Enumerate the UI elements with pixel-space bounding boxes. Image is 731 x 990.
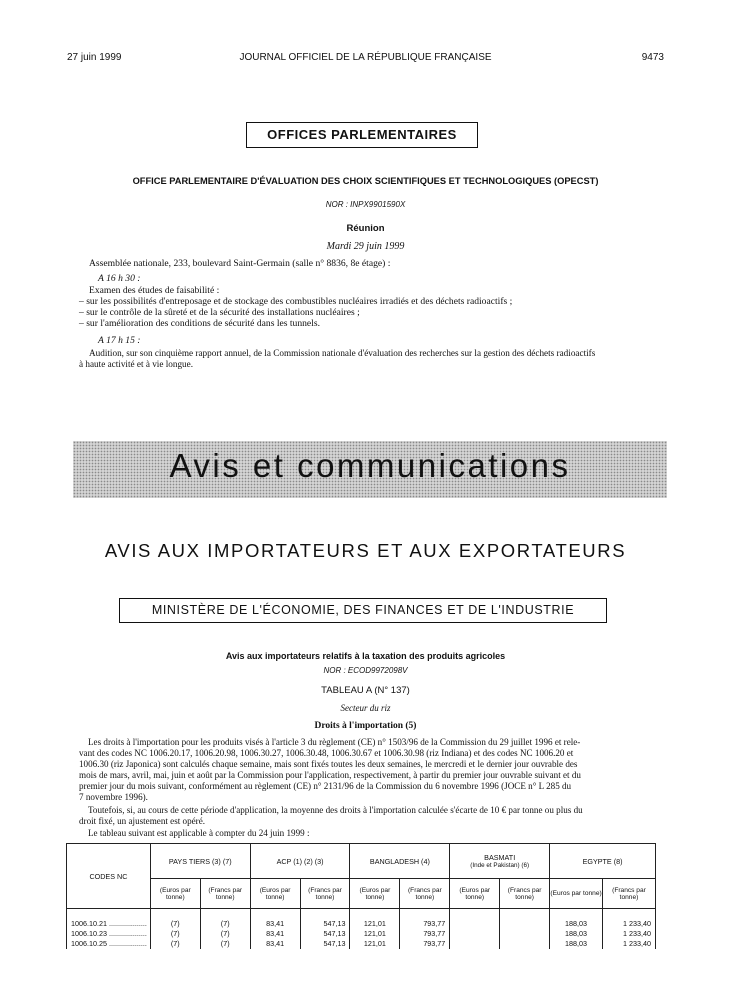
cell [500, 929, 550, 939]
unit-header: (Euros par tonne) [550, 879, 603, 909]
agenda-item: – sur le contrôle de la sûreté et de la sécurité des installations nucléaires ; [79, 307, 360, 318]
paragraph-line: premier jour du mois suivant, conformément au règlement (CE) n° 2131/96 de la Commission du 6 novembre 1996 (JOCE n° L 285 du [79, 781, 572, 791]
cell: 1 233,40 [602, 939, 655, 949]
paragraph-line: Toutefois, si, au cours de cette période d'application, la moyenne des droits à l'importation calculée s'écarte de 10 € par tonne ou plus du [88, 805, 583, 815]
cell: 547,13 [300, 919, 350, 929]
cell: (7) [200, 929, 250, 939]
nc-code: 1006.10.21 ................... [67, 919, 151, 929]
unit-header: (Francs par tonne) [400, 879, 450, 909]
agenda-item: – sur l'amélioration des conditions de sécurité dans les tunnels. [79, 318, 320, 329]
group-header: ACP (1) (2) (3) [250, 844, 350, 879]
unit-header: (Euros par tonne) [450, 879, 500, 909]
cell: (7) [150, 939, 200, 949]
paragraph-line: droit fixé, un ajustement est opéré. [79, 816, 206, 826]
droits-heading: Droits à l'importation (5) [314, 721, 417, 731]
reunion-location: Assemblée nationale, 233, boulevard Saint-Germain (salle n° 8836, 8e étage) : [89, 258, 391, 269]
unit-header: (Francs par tonne) [602, 879, 655, 909]
cell: 547,13 [300, 929, 350, 939]
cell [450, 929, 500, 939]
paragraph-line: Le tableau suivant est applicable à compter du 24 juin 1999 : [88, 828, 310, 838]
time-slot-2: A 17 h 15 : [98, 335, 141, 346]
cell: 1 233,40 [602, 929, 655, 939]
paragraph-line: 7 novembre 1996). [79, 792, 148, 802]
group-header: PAYS TIERS (3) (7) [150, 844, 250, 879]
codes-header: CODES NC [67, 844, 151, 909]
cell: (7) [200, 939, 250, 949]
cell: 83,41 [250, 939, 300, 949]
cell: 83,41 [250, 929, 300, 939]
avis-subject: Avis aux importateurs relatifs à la taxation des produits agricoles [225, 651, 506, 661]
unit-header: (Euros par tonne) [350, 879, 400, 909]
secteur: Secteur du riz [340, 703, 391, 713]
paragraph-line: mois de mars, avril, mai, juin et août par la Commission pour l'application, respectivement, à partir du premier jour ouvrable suivant et du [79, 770, 581, 780]
cell: 121,01 [350, 929, 400, 939]
table-row [67, 929, 656, 939]
office-nor: NOR : INPX9901590X [325, 200, 406, 209]
audition-text: à haute activité et à vie longue. [79, 359, 194, 369]
avis-heading: AVIS AUX IMPORTATEURS ET AUX EXPORTATEURS [104, 540, 627, 561]
cell: 83,41 [250, 919, 300, 929]
group-header-basmati [450, 844, 550, 879]
banner-title: Avis et communications [169, 447, 571, 484]
unit-header: (Francs par tonne) [300, 879, 350, 909]
cell: 188,03 [550, 939, 603, 949]
unit-header: (Euros par tonne) [150, 879, 200, 909]
group-header: EGYPTE (8) [550, 844, 656, 879]
cell [450, 919, 500, 929]
reunion-date: Mardi 29 juin 1999 [326, 241, 405, 252]
group-header: BASMATI [484, 853, 516, 862]
cell: 547,13 [300, 939, 350, 949]
page-number: 9473 [641, 52, 664, 63]
cell: 188,03 [550, 929, 603, 939]
cell: (7) [150, 919, 200, 929]
agenda-item: – sur les possibilités d'entreposage et de stockage des combustibles nucléaires irradiés et des déchets radioactifs ; [79, 296, 513, 307]
avis-nor: NOR : ECOD9972098V [323, 666, 408, 675]
table-row [67, 919, 656, 929]
group-header: BANGLADESH (4) [350, 844, 450, 879]
cell: 1 233,40 [602, 919, 655, 929]
offices-box-title: OFFICES PARLEMENTAIRES [246, 122, 478, 148]
time-slot-1: A 16 h 30 : [98, 273, 141, 284]
cell: (7) [150, 929, 200, 939]
cell: 793,77 [400, 939, 450, 949]
table-label: TABLEAU A (N° 137) [321, 685, 410, 696]
cell: 188,03 [550, 919, 603, 929]
cell: 793,77 [400, 929, 450, 939]
journal-title: JOURNAL OFFICIEL DE LA RÉPUBLIQUE FRANÇAISE [239, 52, 492, 63]
cell [450, 939, 500, 949]
nc-code: 1006.10.23 ................... [67, 929, 151, 939]
unit-header: (Euros par tonne) [250, 879, 300, 909]
cell: 793,77 [400, 919, 450, 929]
cell [500, 919, 550, 929]
paragraph-line: vant des codes NC 1006.20.17, 1006.20.98, 1006.30.27, 1006.30.48, 1006.30.67 et 1006.30.98 (riz Indiana) et des codes NC 1006.20 et [79, 748, 574, 758]
cell: (7) [200, 919, 250, 929]
nc-code: 1006.10.25 ................... [67, 939, 151, 949]
cell [500, 939, 550, 949]
ministry-box: MINISTÈRE DE L'ÉCONOMIE, DES FINANCES ET DE L'INDUSTRIE [119, 598, 607, 623]
header-date: 27 juin 1999 [67, 52, 122, 63]
paragraph-line: 1006.30 (riz Japonica) sont calculés chaque semaine, mais sont fixés toutes les deux semaines, le mercredi et le dernier jour ouvrable des [79, 759, 578, 769]
group-subheader: (Inde et Pakistan) (6) [470, 862, 530, 869]
unit-header: (Francs par tonne) [200, 879, 250, 909]
audition-text: Audition, sur son cinquième rapport annuel, de la Commission nationale d'évaluation des recherches sur la gestion des déchets radioactifs [89, 348, 596, 358]
office-name: OFFICE PARLEMENTAIRE D'ÉVALUATION DES CHOIX SCIENTIFIQUES ET TECHNOLOGIQUES (OPECST) [132, 176, 599, 186]
cell: 121,01 [350, 919, 400, 929]
cell: 121,01 [350, 939, 400, 949]
table-row [67, 939, 656, 949]
unit-header: (Francs par tonne) [500, 879, 550, 909]
reunion-heading: Réunion [346, 223, 385, 234]
rice-duties-table [66, 843, 656, 949]
paragraph-line: Les droits à l'importation pour les produits visés à l'article 3 du règlement (CE) n° 1503/96 de la Commission du 29 juillet 1996 et rele- [88, 737, 581, 747]
agenda-item: Examen des études de faisabilité : [89, 285, 220, 296]
section-banner [73, 441, 667, 498]
